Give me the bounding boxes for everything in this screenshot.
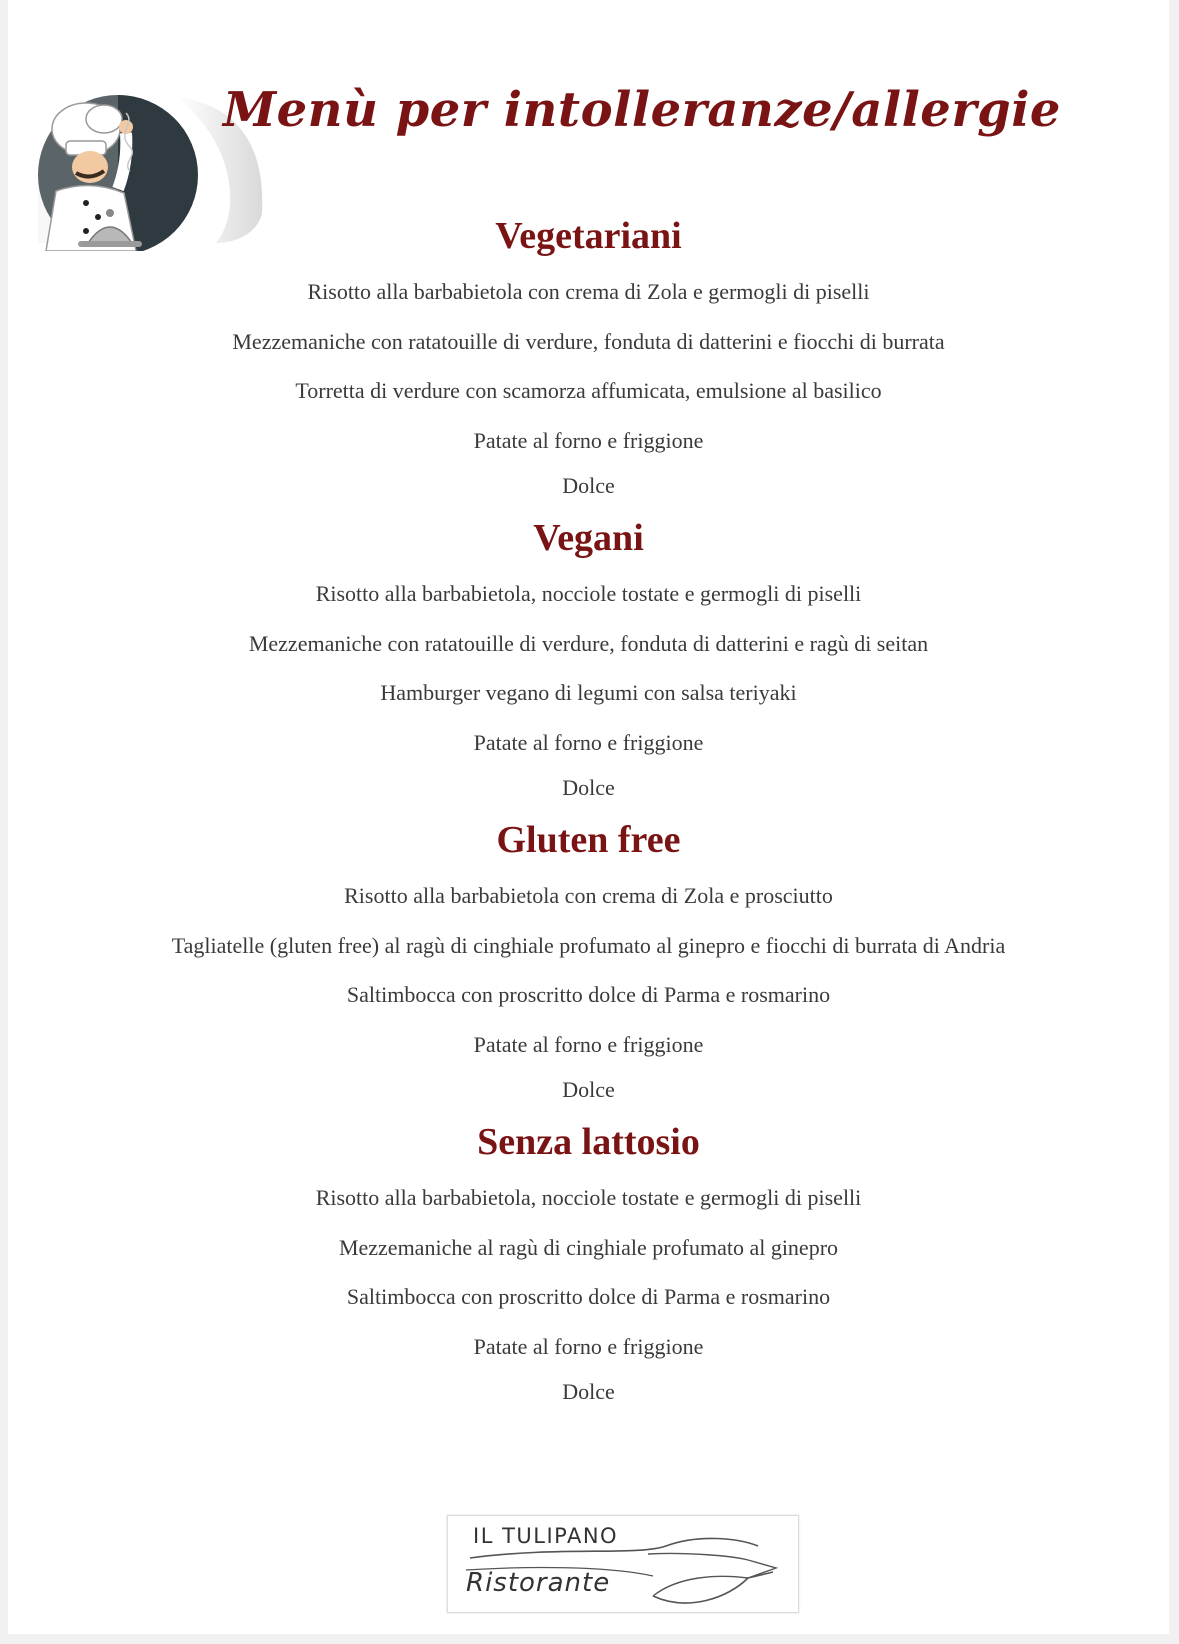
menu-item: Dolce <box>562 1379 615 1404</box>
menu-item: Saltimbocca con proscritto dolce di Parma e rosmarino <box>346 982 831 1007</box>
menu-item: Torretta di verdure con scamorza affumicata, emulsione al basilico <box>295 378 882 403</box>
section-heading: Gluten free <box>496 819 681 861</box>
restaurant-logo <box>447 1515 799 1613</box>
menu-item: Dolce <box>562 473 615 498</box>
menu-item: Tagliatelle (gluten free) al ragù di cinghiale profumato al ginepro e fiocchi di burrata di Andria <box>171 932 1006 958</box>
menu-item: Risotto alla barbabietola, nocciole tostate e germogli di piselli <box>315 581 862 606</box>
section-heading: Senza lattosio <box>477 1121 700 1163</box>
section-heading: Vegetariani <box>495 215 682 257</box>
menu-page <box>8 0 1169 1634</box>
menu-item: Patate al forno e friggione <box>473 1031 704 1057</box>
menu-item: Dolce <box>562 1077 615 1102</box>
menu-item: Dolce <box>562 775 615 800</box>
menu-item: Patate al forno e friggione <box>473 729 704 755</box>
menu-section <box>8 809 1169 1111</box>
menu-item: Mezzemaniche con ratatouille di verdure, fonduta di datterini e fiocchi di burrata <box>232 328 945 354</box>
menu-section <box>8 507 1169 809</box>
menu-item: Mezzemaniche con ratatouille di verdure, fonduta di datterini e ragù di seitan <box>248 630 929 656</box>
page-title: Menù per intolleranze/allergie <box>223 82 1061 138</box>
menu-section <box>8 1111 1169 1413</box>
menu-item: Risotto alla barbabietola, nocciole tostate e germogli di piselli <box>315 1185 862 1210</box>
menu-item: Patate al forno e friggione <box>473 427 704 453</box>
logo-subtitle: Ristorante <box>466 1568 611 1598</box>
logo-name: IL TULIPANO <box>473 1524 619 1548</box>
menu-item: Risotto alla barbabietola con crema di Zola e germogli di piselli <box>307 279 870 304</box>
menu-item: Hamburger vegano di legumi con salsa teriyaki <box>380 680 797 705</box>
menu-item: Risotto alla barbabietola con crema di Zola e prosciutto <box>344 883 833 908</box>
section-heading: Vegani <box>533 517 644 559</box>
menu-section <box>8 205 1169 507</box>
menu-item: Mezzemaniche al ragù di cinghiale profumato al ginepro <box>338 1234 839 1260</box>
menu-sections <box>8 205 1169 1413</box>
menu-item: Patate al forno e friggione <box>473 1333 704 1359</box>
menu-item: Saltimbocca con proscritto dolce di Parma e rosmarino <box>346 1284 831 1309</box>
